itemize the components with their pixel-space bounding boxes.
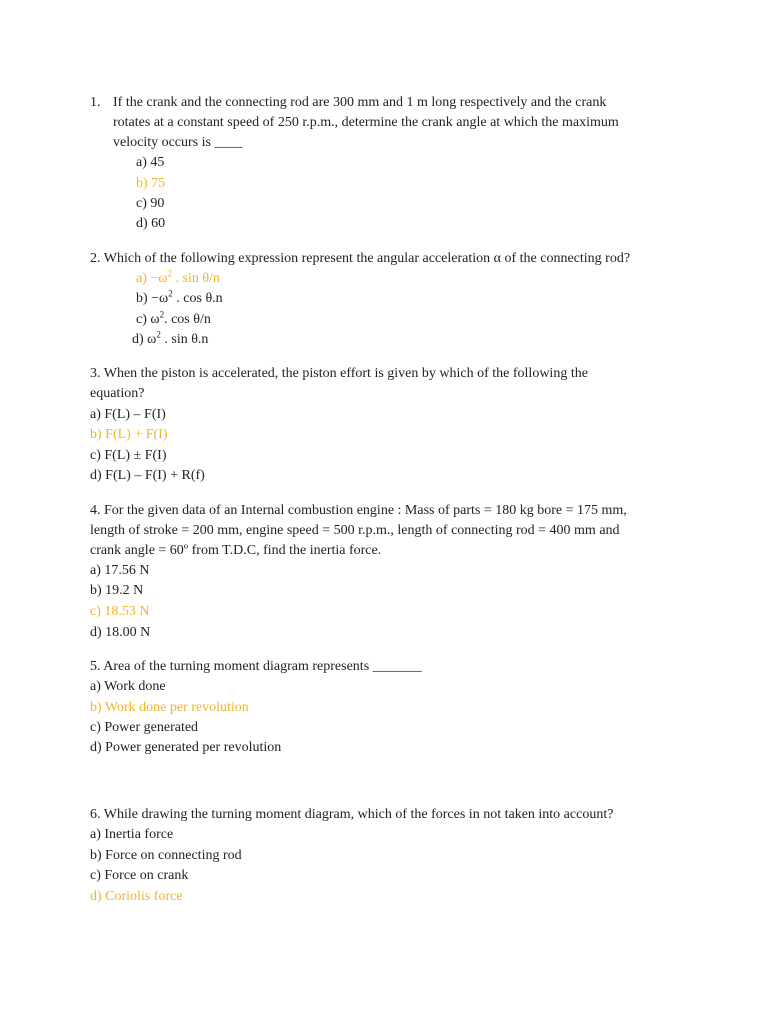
q4-option-b: b) 19.2 N [90, 583, 144, 598]
q6-option-d-answer: d) Coriolis force [90, 889, 183, 904]
q4-stem-line-2: length of stroke = 200 mm, engine speed = 500 r.p.m., length of connecting rod = 400 mm and [90, 523, 620, 538]
q2-option-c: c) $\omega^2$. cos θ/n [136, 309, 211, 327]
q3-option-a: a) F(L) – F(I) [90, 407, 166, 422]
q2-option-d: d) $\omega^2$ . sin θ.n [132, 329, 209, 347]
q2-option-b: $b) -\omega^2$ . cos θ.n [136, 288, 223, 306]
q1-stem-line-3: velocity occurs is ____ [113, 135, 243, 150]
q1-stem-line-2: rotates at a constant speed of 250 r.p.m., determine the crank angle at which the maximum [113, 115, 619, 130]
q1-option-a: a) 45 [136, 155, 165, 170]
q3-stem-line-2: equation? [90, 386, 145, 401]
q5-option-d: d) Power generated per revolution [90, 740, 282, 755]
q1-option-b-answer: b) 75 [136, 176, 166, 191]
q1-number: 1. [90, 95, 101, 110]
q5-stem: 5. Area of the turning moment diagram represents _______ [90, 659, 422, 674]
q5-option-a: a) Work done [90, 679, 166, 694]
q4-stem-line-1: 4. For the given data of an Internal combustion engine : Mass of parts = 180 kg bore = 175 mm, [90, 503, 627, 518]
q6-option-a: a) Inertia force [90, 827, 174, 842]
q2-stem: 2. Which of the following expression represent the angular acceleration α of the connecting rod? [90, 251, 631, 266]
q4-stem-line-3: crank angle = 60º from T.D.C, find the inertia force. [90, 543, 382, 558]
q6-stem: 6. While drawing the turning moment diagram, which of the forces in not taken into account? [90, 807, 614, 822]
q4-option-c-answer: c) 18.53 N [90, 604, 150, 619]
q2-option-a-answer: $a) -\omega^2$ . sin θ/n [136, 268, 220, 286]
q5-option-c: c) Power generated [90, 720, 199, 735]
q3-option-b-answer: b) F(L) + F(I) [90, 427, 168, 442]
q4-option-a: a) 17.56 N [90, 563, 150, 578]
q6-option-c: c) Force on crank [90, 868, 189, 883]
q1-stem-line-1: If the crank and the connecting rod are 300 mm and 1 m long respectively and the crank [113, 95, 607, 110]
q3-option-c: c) F(L) ± F(I) [90, 448, 167, 463]
q3-option-d: d) F(L) – F(I) + R(f) [90, 468, 205, 483]
q4-option-d: d) 18.00 N [90, 625, 151, 640]
q3-stem-line-1: 3. When the piston is accelerated, the piston effort is given by which of the following the [90, 366, 588, 381]
q5-option-b-answer: b) Work done per revolution [90, 700, 249, 715]
q6-option-b: b) Force on connecting rod [90, 848, 242, 863]
q1-option-d: d) 60 [136, 216, 166, 231]
q1-option-c: c) 90 [136, 196, 165, 211]
